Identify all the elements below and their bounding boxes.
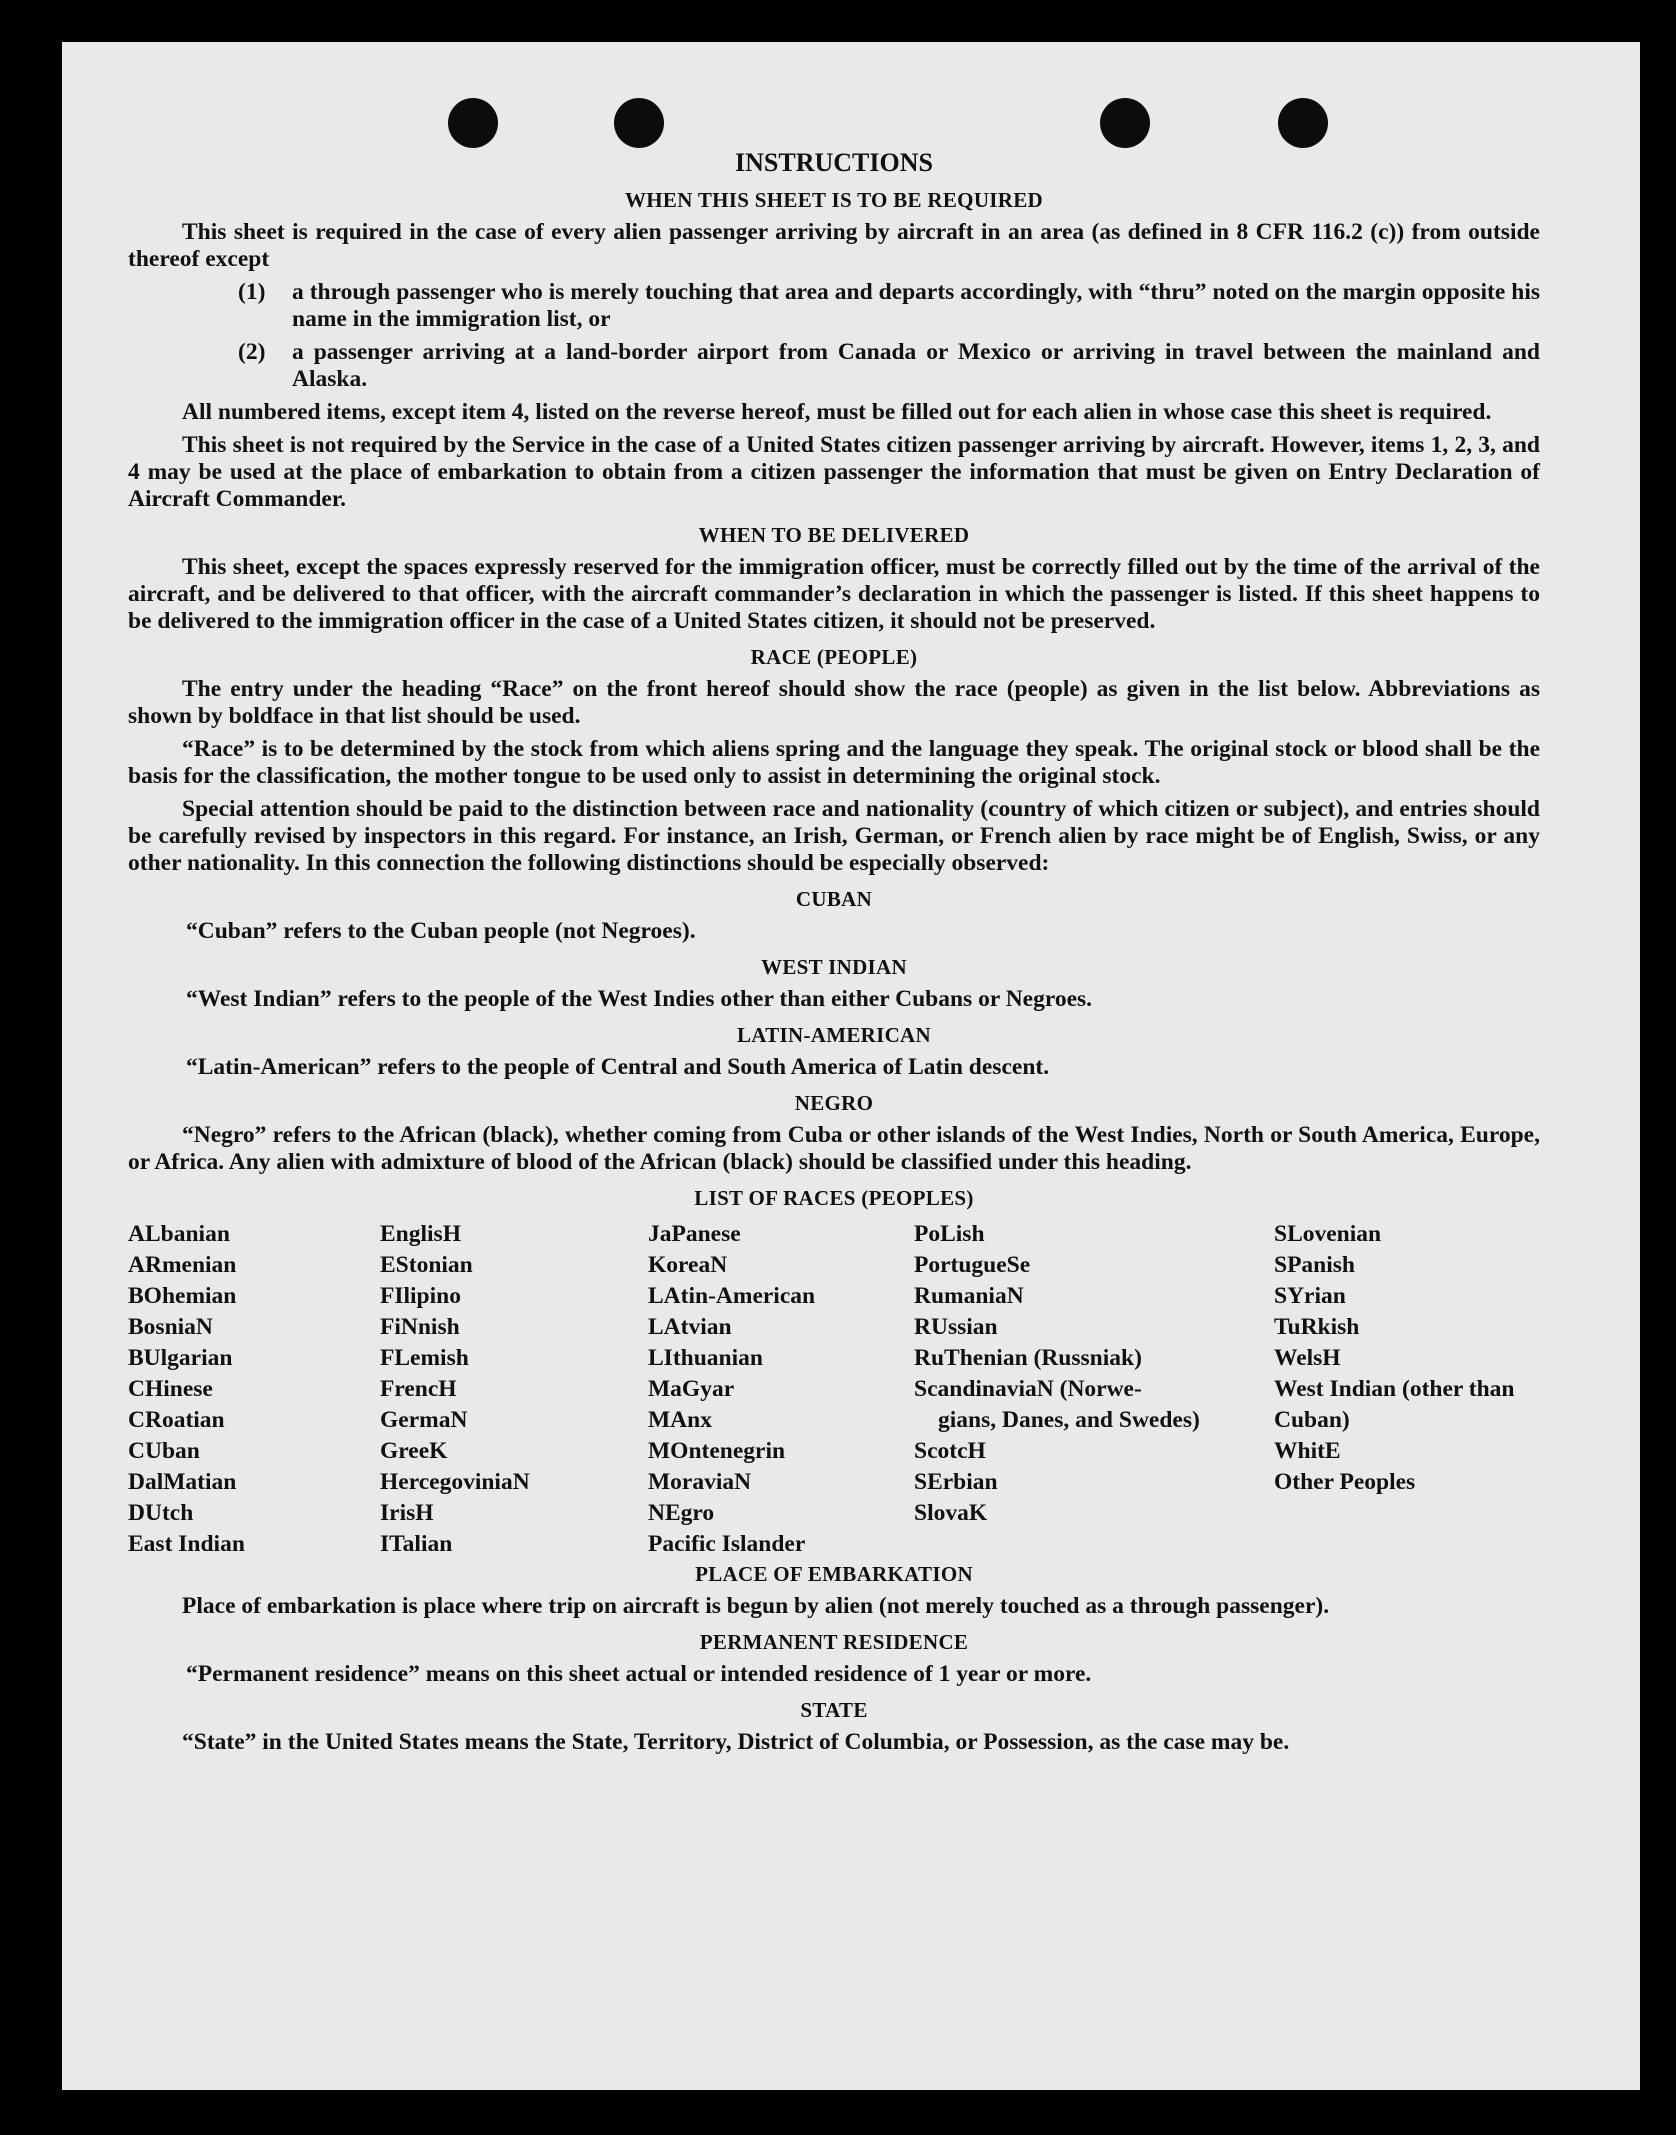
race-entry: HercegoviniaN [380,1469,530,1495]
race-entry: LAtvian [648,1314,732,1340]
race-entry: EnglisH [380,1221,461,1247]
races-column-3 [648,1219,914,1560]
races-column-1 [128,1219,380,1560]
race-entry: East Indian [128,1531,245,1557]
races-column-4-top [914,1219,1274,1374]
race-entry: PoLish [914,1221,985,1247]
race-entry: LAtin-American [648,1283,816,1309]
race-entry: GermaN [380,1407,468,1433]
punch-hole-1 [448,98,498,148]
exception-item-2 [128,339,1540,393]
paragraph-state: “State” in the United States means the State, Territory, District of Columbia, or Possession, as the case may be. [182,1729,1290,1755]
race-entry: BOhemian [128,1283,237,1309]
exception-text: a through passenger who is merely touching that area and departs accordingly, with “thru” noted on the margin opposite his name in the immigration list, or [292,279,1540,332]
race-entry: MoraviaN [648,1469,752,1495]
race-entry: ARmenian [128,1252,237,1278]
paragraph-permanent-residence: “Permanent residence” means on this sheet actual or intended residence of 1 year or more. [186,1661,1092,1687]
paragraph-race-entry: The entry under the heading “Race” on the front hereof should show the race (people) as given in the list below. Abbreviations as shown by boldface in that list should be used. [128,676,1540,729]
heading-permanent-residence: PERMANENT RESIDENCE [699,1630,969,1654]
exception-number: (2) [238,339,266,365]
paragraph-race-stock: “Race” is to be determined by the stock from which aliens spring and the language they speak. The original stock or blood shall be the basis for the classification, the mother tongue to be used only to assist in determining the original stock. [128,736,1540,789]
heading-embarkation: PLACE OF EMBARKATION [695,1562,973,1586]
race-entry: SlovaK [914,1500,988,1526]
paragraph-race-nationality: Special attention should be paid to the distinction between race and nationality (country of which citizen or subject), and entries should be carefully revised by inspectors in this regard. For instance, an Irish, German, or French alien by race might be of English, Swiss, or any other nationality. In this connection the following distinctions should be especially observed: [128,796,1540,876]
race-entry: KoreaN [648,1252,728,1278]
definition-latin-american: “Latin-American” refers to the people of Central and South America of Latin descent. [186,1054,1050,1080]
race-entry: SYrian [1274,1283,1346,1309]
races-column-5-top [1274,1219,1534,1374]
paragraph-delivery: This sheet, except the spaces expressly reserved for the immigration officer, must be correctly filled out by the time of the arrival of the aircraft, and be delivered to that officer, with the aircraft commander’s declaration in which the passenger is listed. If this sheet happens to be delivered to the immigration officer in the case of a United States citizen, it should not be preserved. [128,554,1540,634]
race-scandinavian-first-line: ScandinaviaN (Norwe- [914,1376,1142,1402]
paragraph-required-intro: This sheet is required in the case of every alien passenger arriving by aircraft in an area (as defined in 8 CFR 116.2 (c)) from outside thereof except [128,219,1540,272]
race-entry: DalMatian [128,1469,237,1495]
heading-negro: NEGRO [794,1091,874,1115]
heading-when-delivered: WHEN TO BE DELIVERED [698,523,970,547]
exception-item-1 [128,279,1540,333]
race-entry: IrisH [380,1500,434,1526]
race-scandinavian-continued: gians, Danes, and Swedes) [938,1407,1200,1433]
heading-cuban: CUBAN [795,887,873,911]
race-entry: SErbian [914,1469,998,1495]
races-column-5-bottom [1274,1436,1534,1498]
heading-race: RACE (PEOPLE) [750,645,918,669]
race-entry: ScotcH [914,1438,986,1464]
exception-number: (1) [238,279,266,305]
heading-when-required: WHEN THIS SHEET IS TO BE REQUIRED [624,188,1043,212]
races-column-4-bottom [914,1436,1274,1529]
race-entry: NEgro [648,1500,715,1526]
race-entry: ITalian [380,1531,453,1557]
race-entry: FIlipino [380,1283,461,1309]
races-list [128,1219,1540,1560]
race-entry: ALbanian [128,1221,230,1247]
heading-west-indian: WEST INDIAN [761,955,907,979]
race-entry: WelsH [1274,1345,1341,1371]
race-entry: BosniaN [128,1314,213,1340]
heading-state: STATE [800,1698,868,1722]
punch-hole-4 [1278,98,1328,148]
race-entry: WhitE [1274,1438,1341,1464]
race-entry: RumaniaN [914,1283,1024,1309]
races-column-4 [914,1219,1274,1560]
definition-cuban: “Cuban” refers to the Cuban people (not Negroes). [186,918,696,944]
race-entry: PortugueSe [914,1252,1031,1278]
race-entry: CHinese [128,1376,213,1402]
race-entry: BUlgarian [128,1345,233,1371]
race-entry: RuThenian (Russniak) [914,1345,1142,1371]
definition-negro: “Negro” refers to the African (black), whether coming from Cuba or other islands of the West Indies, North or South America, Europe, or Africa. Any alien with admixture of blood of the African (black) should be classified under this heading. [128,1122,1540,1175]
race-entry: DUtch [128,1500,194,1526]
races-column-5 [1274,1219,1534,1560]
exception-text: a passenger arriving at a land-border airport from Canada or Mexico or arriving in travel between the mainland and Alaska. [292,339,1540,392]
race-entry: CRoatian [128,1407,225,1433]
race-entry-scandinavian [914,1374,1204,1436]
race-entry: SPanish [1274,1252,1355,1278]
page-title: INSTRUCTIONS [735,148,933,177]
race-entry: MOntenegrin [648,1438,786,1464]
race-entry: LIthuanian [648,1345,763,1371]
race-entry: FrencH [380,1376,457,1402]
race-entry: FiNnish [380,1314,460,1340]
paragraph-numbered-items: All numbered items, except item 4, listed on the reverse hereof, must be filled out for each alien in whose case this sheet is required. [182,399,1492,425]
race-entry: SLovenian [1274,1221,1382,1247]
race-entry: TuRkish [1274,1314,1360,1340]
race-entry: CUban [128,1438,200,1464]
race-entry: Other Peoples [1274,1469,1416,1495]
race-entry: MAnx [648,1407,712,1433]
paragraph-citizen-passenger: This sheet is not required by the Service in the case of a United States citizen passenger arriving by aircraft. However, items 1, 2, 3, and 4 may be used at the place of embarkation to obtain from a citizen passenger the information that must be given on Entry Declaration of Aircraft Commander. [128,432,1540,512]
race-entry: FLemish [380,1345,469,1371]
document-page [62,42,1640,2090]
race-entry: EStonian [380,1252,473,1278]
race-entry: JaPanese [648,1221,741,1247]
punch-hole-2 [614,98,664,148]
race-entry: RUssian [914,1314,998,1340]
heading-latin-american: LATIN-AMERICAN [737,1023,931,1047]
paragraph-embarkation: Place of embarkation is place where trip on aircraft is begun by alien (not merely touched as a through passenger). [182,1593,1330,1619]
race-entry: Pacific Islander [648,1531,806,1557]
races-column-2 [380,1219,648,1560]
race-entry: GreeK [380,1438,448,1464]
definition-west-indian: “West Indian” refers to the people of the West Indies other than either Cubans or Negroes. [186,986,1093,1012]
race-entry-west-indian: West Indian (other than Cuban) [1274,1376,1515,1433]
race-entry: MaGyar [648,1376,735,1402]
punch-hole-3 [1100,98,1150,148]
heading-list-of-races: LIST OF RACES (PEOPLES) [694,1186,974,1210]
